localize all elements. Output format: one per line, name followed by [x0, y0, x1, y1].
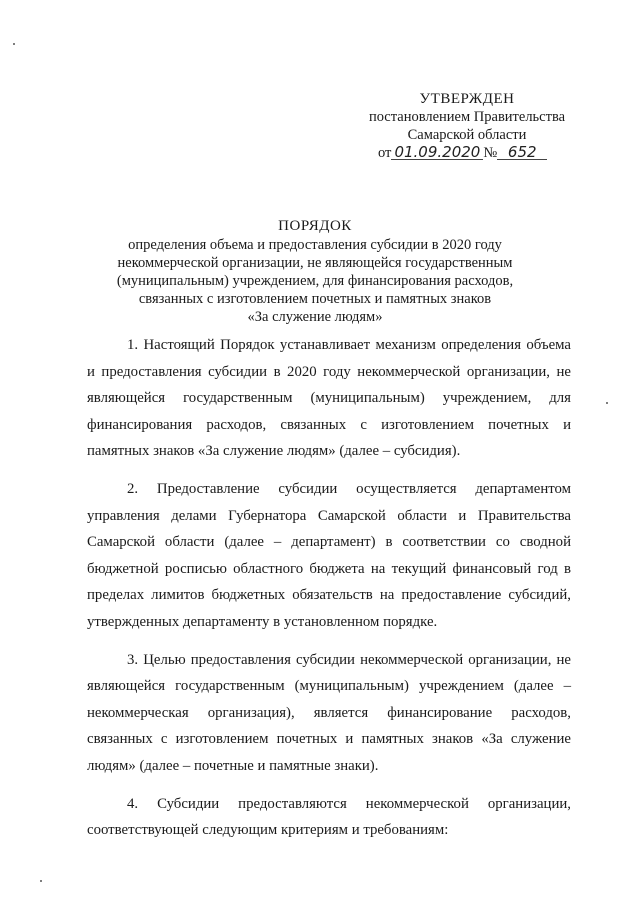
approval-stamp — [352, 90, 582, 162]
paragraph-4: 4. Субсидии предоставляются некоммерческой организации, соответствующей следующим критериям и требованиям: — [87, 795, 571, 839]
approval-title: УТВЕРЖДЕН — [419, 91, 515, 107]
subtitle-line: «За служение людям» — [247, 309, 383, 325]
number-prefix: № — [483, 145, 498, 161]
approval-line-2: Самарской области — [407, 127, 527, 143]
scan-speck — [606, 402, 608, 404]
paragraph-3: 3. Целью предоставления субсидии некоммерческой организации, не являющейся государственным (муниципальным) учреждением (далее – некоммерческая организация), является финансирование расходов, связанных с изготовлением почетных и памятных знаков «За служение людям» (далее – почетные и памятные знаки). — [87, 651, 571, 774]
scan-speck — [13, 43, 15, 45]
date-prefix: от — [378, 145, 392, 161]
subtitle-line: (муниципальным) учреждением, для финансирования расходов, — [116, 273, 514, 289]
paragraph-2: 2. Предоставление субсидии осуществляется департаментом управления делами Губернатора Самарской области и Правительства Самарской области (далее – департамент) в соответствии со сводной бюджетной росписью областного бюджета на текущий финансовый год в пределах лимитов бюджетных обязательств на предоставление субсидий, утвержденных департаменту в установленном порядке. — [87, 480, 571, 630]
scan-speck — [40, 880, 42, 882]
document-body — [87, 332, 571, 855]
subtitle-line: определения объема и предоставления субсидии в 2020 году — [128, 237, 502, 253]
handwritten-number: 652 — [497, 145, 547, 160]
paragraph-1: 1. Настоящий Порядок устанавливает механизм определения объема и предоставления субсидии в 2020 году некоммерческой организации, не являющейся государственным (муниципальным) учреждением, для финансирования расходов, связанных с изготовлением почетных и памятных знаков «За служение людям» (далее – субсидия). — [87, 337, 571, 460]
approval-line-1: постановлением Правительства — [368, 109, 566, 125]
document-title-block — [100, 217, 530, 326]
subtitle-line: некоммерческой организации, не являющейся государственным — [117, 255, 513, 271]
handwritten-date: 01.09.2020 — [391, 145, 483, 160]
document-title: ПОРЯДОК — [278, 218, 352, 234]
approval-date-line — [352, 144, 582, 162]
subtitle-line: связанных с изготовлением почетных и памятных знаков — [138, 291, 492, 307]
